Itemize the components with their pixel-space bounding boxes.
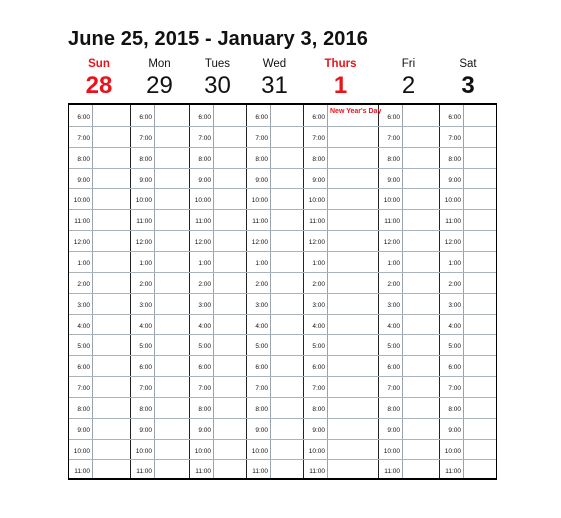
time-label: 12:00 (308, 239, 325, 247)
hour-row-line (69, 272, 496, 273)
time-label: 7:00 (77, 385, 90, 393)
time-column-separator (463, 105, 464, 478)
time-label: 1:00 (77, 259, 90, 267)
time-label: 11:00 (445, 468, 461, 476)
time-label: 8:00 (77, 405, 90, 413)
hour-row-line (69, 355, 496, 356)
time-label: 9:00 (198, 426, 211, 434)
hour-row-line (69, 459, 496, 460)
time-label: 6:00 (139, 364, 152, 372)
day-header-2 (189, 56, 247, 100)
time-label: 5:00 (448, 343, 461, 351)
time-label: 2:00 (448, 280, 461, 288)
time-label: 11:00 (74, 218, 90, 226)
time-label: 1:00 (139, 259, 152, 267)
time-label: 1:00 (387, 259, 400, 267)
day-name: Mon (148, 58, 171, 70)
time-label: 11:00 (309, 218, 325, 226)
day-header-0 (70, 56, 128, 100)
time-label: 7:00 (139, 134, 152, 142)
time-label: 10:00 (73, 197, 90, 205)
time-column-separator (270, 105, 271, 478)
time-label: 10:00 (444, 447, 461, 455)
day-number: 31 (261, 72, 288, 99)
time-label: 2:00 (77, 280, 90, 288)
time-label: 9:00 (448, 426, 461, 434)
time-label: 5:00 (198, 343, 211, 351)
hour-row-line (69, 314, 496, 315)
time-label: 6:00 (77, 364, 90, 372)
day-name: Fri (401, 58, 416, 70)
time-label: 5:00 (77, 343, 90, 351)
time-label: 10:00 (383, 447, 400, 455)
day-number: 2 (401, 72, 416, 99)
time-label: 3:00 (387, 301, 400, 309)
hour-row-line (69, 126, 496, 127)
hour-row-line (69, 376, 496, 377)
time-label: 7:00 (255, 385, 268, 393)
time-label: 1:00 (312, 259, 325, 267)
calendar-title: June 25, 2015 - January 3, 2016 (68, 28, 368, 50)
time-label: 2:00 (198, 280, 211, 288)
time-label: 11:00 (195, 468, 211, 476)
time-label: 8:00 (139, 405, 152, 413)
time-label: 10:00 (251, 197, 268, 205)
time-label: 8:00 (312, 155, 325, 163)
day-header-3 (246, 56, 304, 100)
time-label: 8:00 (198, 155, 211, 163)
time-label: 6:00 (77, 114, 90, 121)
time-label: 10:00 (194, 197, 211, 205)
time-label: 11:00 (384, 468, 400, 476)
time-label: 10:00 (194, 447, 211, 455)
time-label: 10:00 (308, 447, 325, 455)
hour-row-line (69, 334, 496, 335)
hour-row-line (69, 230, 496, 231)
time-label: 4:00 (77, 322, 90, 330)
time-label: 11:00 (195, 218, 211, 226)
schedule-grid (68, 103, 497, 480)
time-label: 3:00 (255, 301, 268, 309)
day-number: 30 (204, 72, 231, 99)
hour-row-line (69, 293, 496, 294)
time-label: 8:00 (77, 155, 90, 163)
hour-row-line (69, 209, 496, 210)
day-name: Thurs (324, 58, 357, 70)
time-label: 8:00 (448, 155, 461, 163)
time-label: 4:00 (312, 322, 325, 330)
time-label: 8:00 (255, 155, 268, 163)
time-label: 2:00 (255, 280, 268, 288)
time-label: 8:00 (312, 405, 325, 413)
time-label: 2:00 (387, 280, 400, 288)
time-label: 9:00 (77, 426, 90, 434)
time-label: 12:00 (444, 239, 461, 247)
time-label: 6:00 (312, 114, 325, 121)
time-label: 12:00 (251, 239, 268, 247)
time-label: 3:00 (448, 301, 461, 309)
time-label: 9:00 (255, 426, 268, 434)
time-label: 9:00 (77, 176, 90, 184)
time-label: 11:00 (384, 218, 400, 226)
hour-row-line (69, 168, 496, 169)
time-label: 4:00 (139, 322, 152, 330)
time-label: 8:00 (139, 155, 152, 163)
time-column-separator (213, 105, 214, 478)
time-label: 6:00 (198, 364, 211, 372)
hour-row-line (69, 188, 496, 189)
time-label: 6:00 (387, 114, 400, 121)
time-label: 11:00 (252, 218, 268, 226)
hour-row-line (69, 397, 496, 398)
hour-row-line (69, 251, 496, 252)
time-label: 5:00 (387, 343, 400, 351)
time-label: 11:00 (309, 468, 325, 476)
day-header-1 (131, 56, 189, 100)
time-label: 9:00 (312, 176, 325, 184)
time-label: 9:00 (139, 426, 152, 434)
time-label: 5:00 (139, 343, 152, 351)
day-header-6 (439, 56, 497, 100)
hour-row-line (69, 418, 496, 419)
time-label: 3:00 (312, 301, 325, 309)
time-label: 6:00 (255, 114, 268, 121)
time-label: 11:00 (74, 468, 90, 476)
time-label: 8:00 (387, 155, 400, 163)
event-label[interactable]: New Year's Day (330, 108, 382, 115)
time-column-separator (154, 105, 155, 478)
time-label: 8:00 (255, 405, 268, 413)
day-number: 29 (146, 72, 173, 99)
time-label: 9:00 (448, 176, 461, 184)
time-label: 12:00 (383, 239, 400, 247)
time-label: 6:00 (312, 364, 325, 372)
time-label: 11:00 (445, 218, 461, 226)
time-label: 4:00 (448, 322, 461, 330)
time-label: 7:00 (312, 385, 325, 393)
time-label: 3:00 (198, 301, 211, 309)
time-label: 10:00 (135, 197, 152, 205)
time-label: 4:00 (255, 322, 268, 330)
time-label: 5:00 (255, 343, 268, 351)
day-name: Sun (88, 58, 110, 70)
day-number: 3 (461, 72, 475, 99)
time-label: 7:00 (139, 385, 152, 393)
hour-row-line (69, 439, 496, 440)
day-number: 1 (333, 72, 348, 99)
day-header-5 (380, 56, 438, 100)
time-label: 12:00 (73, 239, 90, 247)
time-label: 7:00 (448, 385, 461, 393)
time-label: 9:00 (387, 426, 400, 434)
time-label: 9:00 (312, 426, 325, 434)
time-label: 10:00 (135, 447, 152, 455)
time-label: 9:00 (139, 176, 152, 184)
time-label: 8:00 (448, 405, 461, 413)
time-label: 11:00 (136, 218, 152, 226)
time-label: 1:00 (255, 259, 268, 267)
time-label: 7:00 (387, 134, 400, 142)
time-label: 6:00 (387, 364, 400, 372)
time-label: 7:00 (198, 385, 211, 393)
time-label: 10:00 (251, 447, 268, 455)
time-label: 10:00 (383, 197, 400, 205)
time-label: 9:00 (198, 176, 211, 184)
time-label: 7:00 (77, 134, 90, 142)
time-label: 7:00 (387, 385, 400, 393)
time-label: 10:00 (73, 447, 90, 455)
time-label: 4:00 (198, 322, 211, 330)
time-label: 11:00 (136, 468, 152, 476)
time-label: 6:00 (448, 114, 461, 121)
time-label: 12:00 (135, 239, 152, 247)
time-label: 8:00 (387, 405, 400, 413)
time-label: 7:00 (255, 134, 268, 142)
time-label: 10:00 (444, 197, 461, 205)
day-name: Wed (262, 58, 287, 70)
time-label: 11:00 (252, 468, 268, 476)
time-column-separator (402, 105, 403, 478)
time-label: 2:00 (312, 280, 325, 288)
time-label: 1:00 (198, 259, 211, 267)
day-name: Sat (459, 58, 477, 70)
time-label: 7:00 (312, 134, 325, 142)
time-label: 8:00 (198, 405, 211, 413)
time-label: 6:00 (139, 114, 152, 121)
time-label: 9:00 (387, 176, 400, 184)
time-label: 6:00 (448, 364, 461, 372)
day-name: Tues (204, 58, 231, 70)
time-column-separator (92, 105, 93, 478)
day-number: 28 (85, 72, 113, 99)
time-label: 12:00 (194, 239, 211, 247)
time-column-separator (327, 105, 328, 478)
time-label: 3:00 (77, 301, 90, 309)
time-label: 2:00 (139, 280, 152, 288)
time-label: 10:00 (308, 197, 325, 205)
time-label: 1:00 (448, 259, 461, 267)
time-label: 6:00 (255, 364, 268, 372)
time-label: 9:00 (255, 176, 268, 184)
hour-row-line (69, 147, 496, 148)
time-label: 5:00 (312, 343, 325, 351)
time-label: 4:00 (387, 322, 400, 330)
time-label: 7:00 (448, 134, 461, 142)
time-label: 3:00 (139, 301, 152, 309)
time-label: 7:00 (198, 134, 211, 142)
day-header-4 (312, 56, 370, 100)
time-label: 6:00 (198, 114, 211, 121)
